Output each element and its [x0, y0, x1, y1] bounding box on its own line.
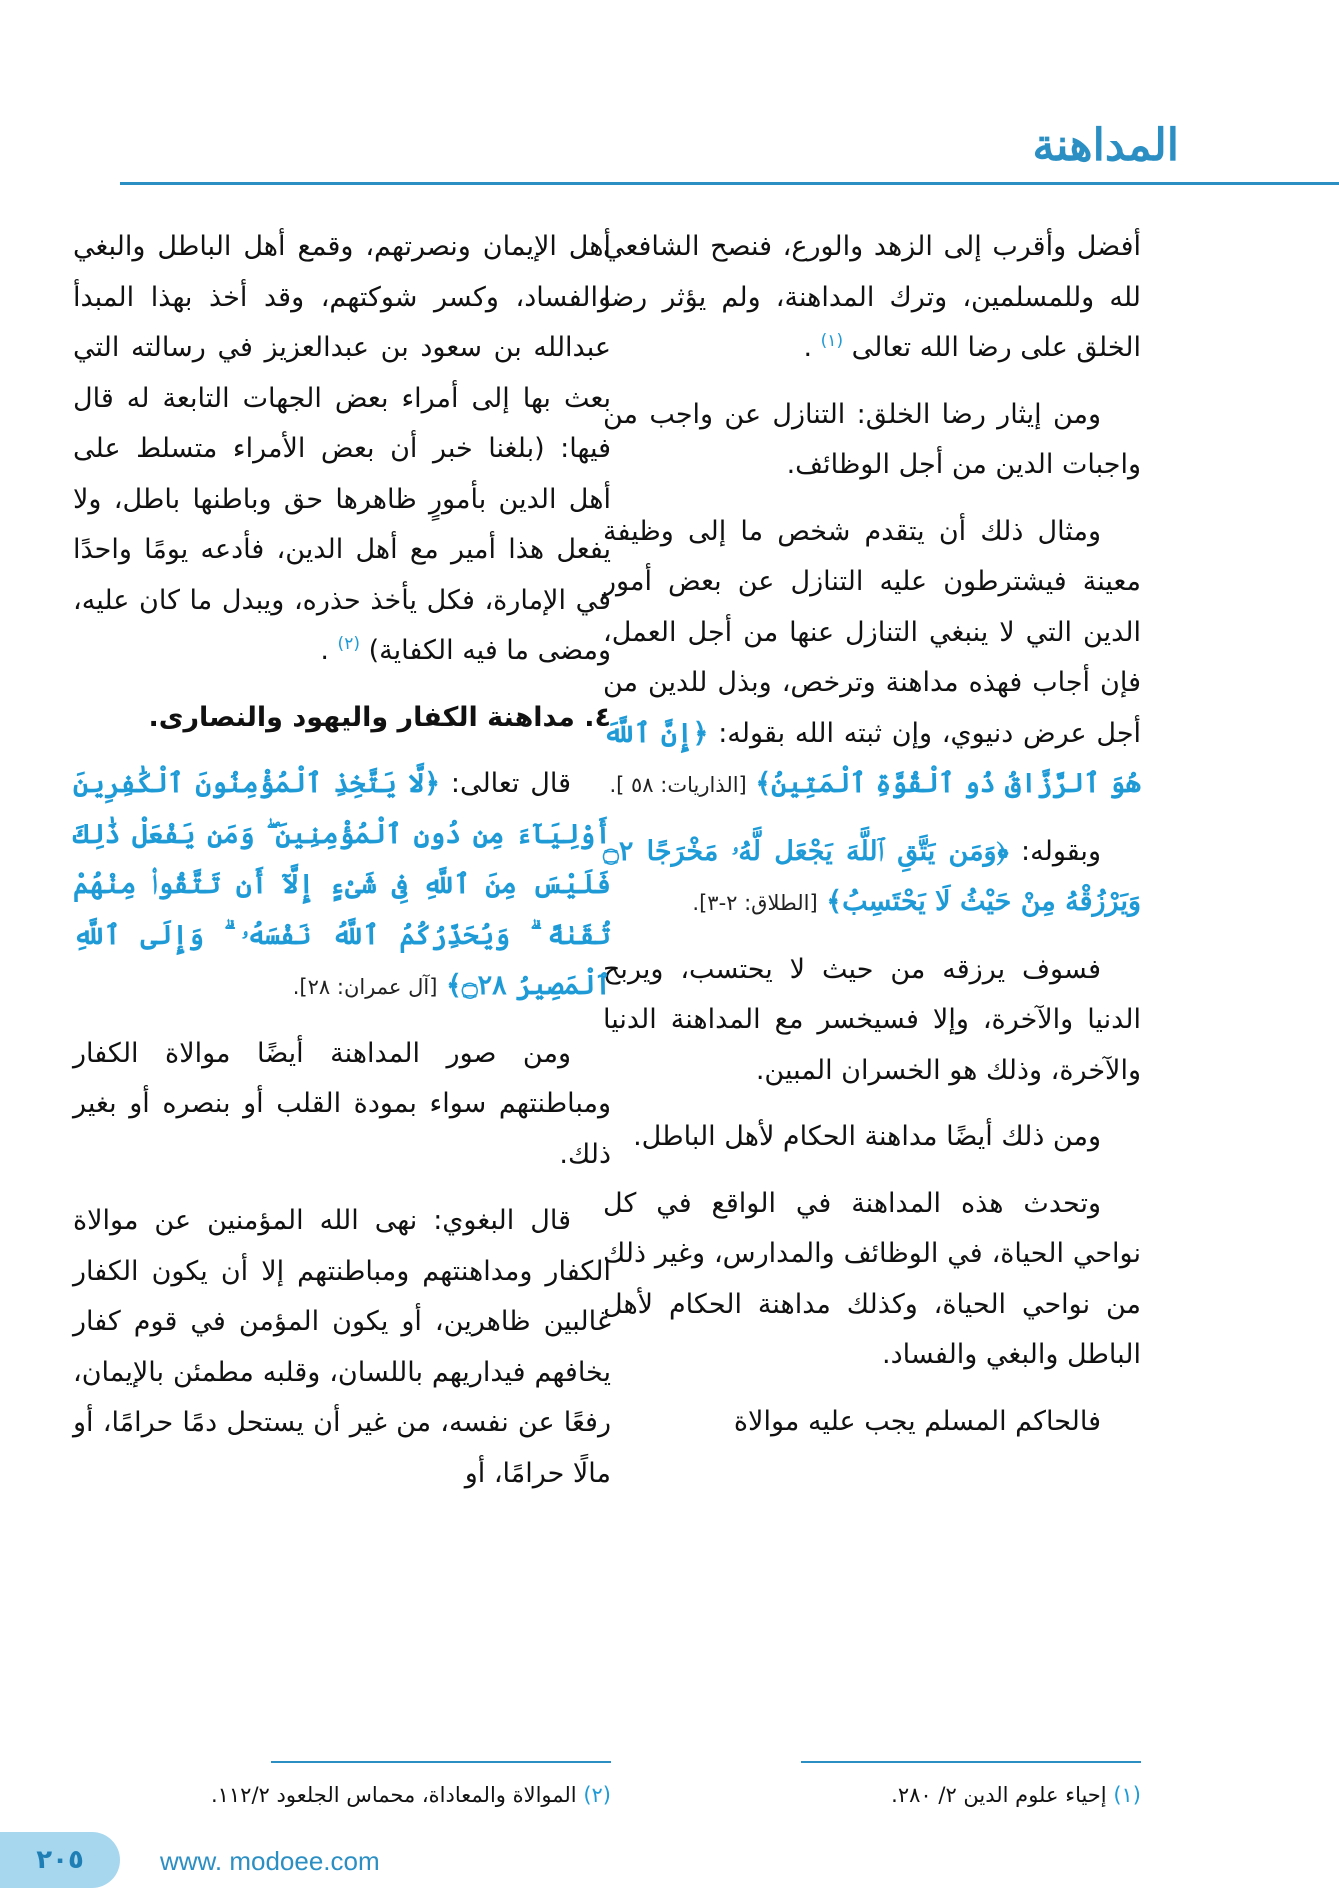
left-column [73, 222, 611, 1515]
header-rule [120, 182, 1339, 185]
paragraph: ومن إيثار رضا الخلق: التنازل عن واجب من واجبات الدين من أجل الوظائف. [603, 398, 1141, 480]
footnote-text: الموالاة والمعاداة، محماس الجلعود ١١٢/٢. [210, 1783, 577, 1807]
quran-verse: ﴿لَّا يَتَّخِذِ ٱلْمُؤْمِنُونَ ٱلْكَٰفِرِينَ أَوْلِيَآءَ مِن دُونِ ٱلْمُؤْمِنِينَ ۖ وَمَن يَفْعَلْ ذَٰلِكَ فَلَيْسَ مِنَ ٱللَّهِ فِى شَىْءٍ إِلَّآ أَن تَتَّقُوا۟ مِنْهُمْ تُقَىٰةً ۗ وَيُحَذِّرُكُمُ ٱللَّهُ نَفْسَهُۥ ۗ وَإِلَى ٱللَّهِ ٱلْمَصِيرُ ۝٢٨﴾ [73, 768, 611, 1001]
footnote-number: (٢) [583, 1783, 611, 1807]
paragraph: فسوف يرزقه من حيث لا يحتسب، ويربح الدنيا والآخرة، وإلا فسيخسر مع المداهنة الدنيا والآخرة، وذلك هو الخسران المبين. [603, 953, 1141, 1086]
footnote-rule [271, 1761, 611, 1763]
footnote [91, 1778, 611, 1812]
footnote [621, 1778, 1141, 1812]
page-title: المداهنة [1032, 120, 1179, 171]
paragraph: قال تعالى: ﴿لَّا يَتَّخِذِ ٱلْمُؤْمِنُونَ ٱلْكَٰفِرِينَ أَوْلِيَآءَ مِن دُونِ ٱلْمُؤْمِنِينَ ۖ وَمَن يَفْعَلْ ذَٰلِكَ فَلَيْسَ مِنَ ٱللَّهِ فِى شَىْءٍ إِلَّآ أَن تَتَّقُوا۟ مِنْهُمْ تُقَىٰةً ۗ وَيُحَذِّرُكُمُ ٱللَّهُ نَفْسَهُۥ ۗ وَإِلَى ٱللَّهِ ٱلْمَصِيرُ ۝٢٨﴾ [آل عمران: ٢٨]. [73, 768, 611, 1001]
paragraph: وبقوله: ﴿وَمَن يَتَّقِ ٱللَّهَ يَجْعَل لَّهُۥ مَخْرَجًا ۝٢ وَيَرْزُقْهُ مِنْ حَيْثُ لَا يَحْتَسِبُ﴾ [الطلاق: ٢-٣]. [603, 835, 1141, 917]
paragraph: أهل الإيمان ونصرتهم، وقمع أهل الباطل والبغي والفساد، وكسر شوكتهم، وقد أخذ بهذا المبدأ عبدالله بن سعود بن عبدالعزيز في رسالته التي بعث بها إلى أمراء بعض الجهات التابعة له قال فيها: (بلغنا خبر أن بعض الأمراء متسلط على أهل الدين بأمورٍ ظاهرها حق وباطنها باطل، ولا يفعل هذا أمير مع أهل الدين، فأدعه يومًا واحدًا في الإمارة، فكل يأخذ حذره، ويبدل ما كان عليه، ومضى ما فيه الكفاية) $^{(٢)}$ . [73, 231, 611, 666]
paragraph: فالحاكم المسلم يجب عليه موالاة [733, 1405, 1101, 1437]
section-heading: ٤. مداهنة الكفار واليهود والنصارى. [148, 701, 611, 733]
paragraph: وتحدث هذه المداهنة في الواقع في كل نواحي الحياة، في الوظائف والمدارس، وغير ذلك من نواحي الحياة، وكذلك مداهنة الحكام لأهل الباطل والبغي والفساد. [603, 1187, 1141, 1370]
footnote-ref[interactable]: (٢) [337, 634, 360, 654]
paragraph: ومثال ذلك أن يتقدم شخص ما إلى وظيفة معينة فيشترطون عليه التنازل عن بعض أمور الدين التي لا ينبغي التنازل عنها من أجل العمل، فإن أجاب فهذه مداهنة وترخص، وبذل للدين من أجل عرض دنيوي، وإن ثبته الله بقوله: ﴿إِنَّ ٱللَّهَ هُوَ ٱلرَّزَّاقُ ذُو ٱلْقُوَّةِ ٱلْمَتِينُ﴾ [الذاريات: ٥٨ ]. [603, 515, 1142, 799]
quran-verse: ﴿إِنَّ ٱللَّهَ هُوَ ٱلرَّزَّاقُ ذُو ٱلْقُوَّةِ ٱلْمَتِينُ﴾ [603, 717, 1141, 799]
page-number: ٢٠٥ [0, 1832, 120, 1888]
paragraph: أفضل وأقرب إلى الزهد والورع، فنصح الشافعي لله وللمسلمين، وترك المداهنة، ولم يؤثر رضا الخلق على رضا الله تعالى $^{(١)}$ . [603, 231, 1141, 363]
footnote-number: (١) [1113, 1783, 1141, 1807]
right-column [603, 222, 1141, 1463]
verse-citation: [الطلاق: ٢-٣]. [692, 891, 818, 915]
paragraph: ومن ذلك أيضًا مداهنة الحكام لأهل الباطل. [633, 1121, 1101, 1152]
paragraph: ومن صور المداهنة أيضًا موالاة الكفار ومباطنتهم سواء بمودة القلب أو بنصره أو بغير ذلك. [73, 1037, 611, 1170]
verse-citation: [الذاريات: ٥٨ ]. [609, 773, 747, 797]
verse-citation: [آل عمران: ٢٨]. [292, 975, 438, 999]
quran-verse: ﴿وَمَن يَتَّقِ ٱللَّهَ يَجْعَل لَّهُۥ مَخْرَجًا ۝٢ وَيَرْزُقْهُ مِنْ حَيْثُ لَا يَحْتَسِبُ﴾ [603, 835, 1141, 917]
website-link[interactable]: www. modoee.com [160, 1846, 380, 1876]
footnote-ref[interactable]: (١) [820, 331, 844, 351]
footnote-text: إحياء علوم الدين ٢/ ٢٨٠. [891, 1783, 1107, 1807]
footnote-rule [801, 1761, 1141, 1763]
paragraph: قال البغوي: نهى الله المؤمنين عن موالاة الكفار ومداهنتهم ومباطنتهم إلا أن يكون الكفار غالبين ظاهرين، أو يكون المؤمن في قوم كفار يخافهم فيداريهم باللسان، وقلبه مطمئن بالإيمان، رفعًا عن نفسه، من غير أن يستحل دمًا حرامًا، أو مالًا حرامًا، أو [73, 1205, 611, 1489]
